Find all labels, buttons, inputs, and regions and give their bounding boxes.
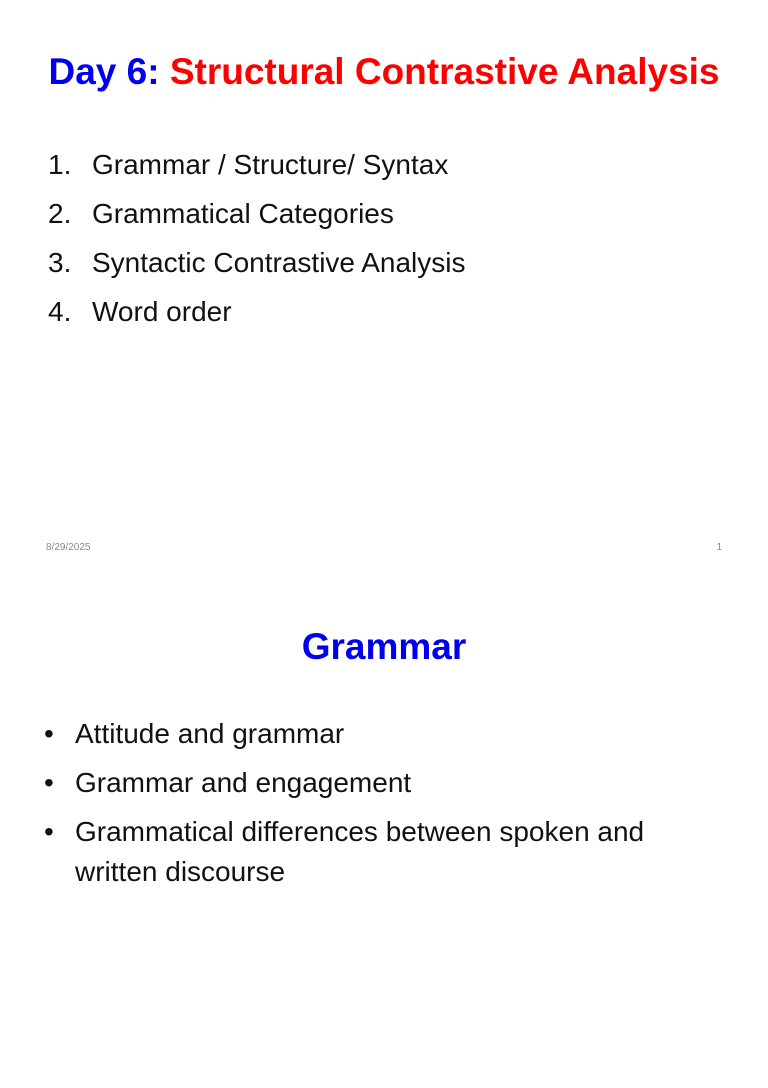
bullet-marker: • [44, 718, 54, 749]
list-item-number: 1. [48, 149, 72, 180]
bullet-text: Grammar and engagement [75, 767, 412, 798]
bullet-text: Grammatical differences between spoken and written discourse [75, 816, 645, 887]
list-item [44, 812, 734, 892]
list-item-number: 4. [48, 296, 72, 327]
list-item [44, 763, 734, 803]
list-item-text: Syntactic Contrastive Analysis [92, 247, 466, 278]
list-item [48, 238, 728, 287]
title-topic: Structural Contrastive Analysis [169, 51, 720, 92]
slide-page-number: 1 [716, 542, 722, 553]
bullet-text: Attitude and grammar [75, 718, 345, 749]
title-day-label: Day 6: [48, 51, 160, 92]
bullet-marker: • [44, 767, 54, 798]
list-item [48, 287, 728, 336]
topics-list [48, 140, 728, 336]
list-item-text: Grammatical Categories [92, 198, 394, 229]
slide-title [0, 50, 768, 94]
list-item-number: 3. [48, 247, 72, 278]
list-item [48, 140, 728, 189]
slide-date: 8/29/2025 [46, 542, 91, 553]
list-item-number: 2. [48, 198, 72, 229]
list-item [44, 714, 734, 754]
bullet-marker: • [44, 816, 54, 847]
list-item-text: Grammar / Structure/ Syntax [92, 149, 449, 180]
bullet-list [44, 714, 734, 901]
list-item-text: Word order [92, 296, 232, 327]
slide-title: Grammar [301, 626, 467, 667]
list-item [48, 189, 728, 238]
slide-2 [0, 576, 768, 1088]
